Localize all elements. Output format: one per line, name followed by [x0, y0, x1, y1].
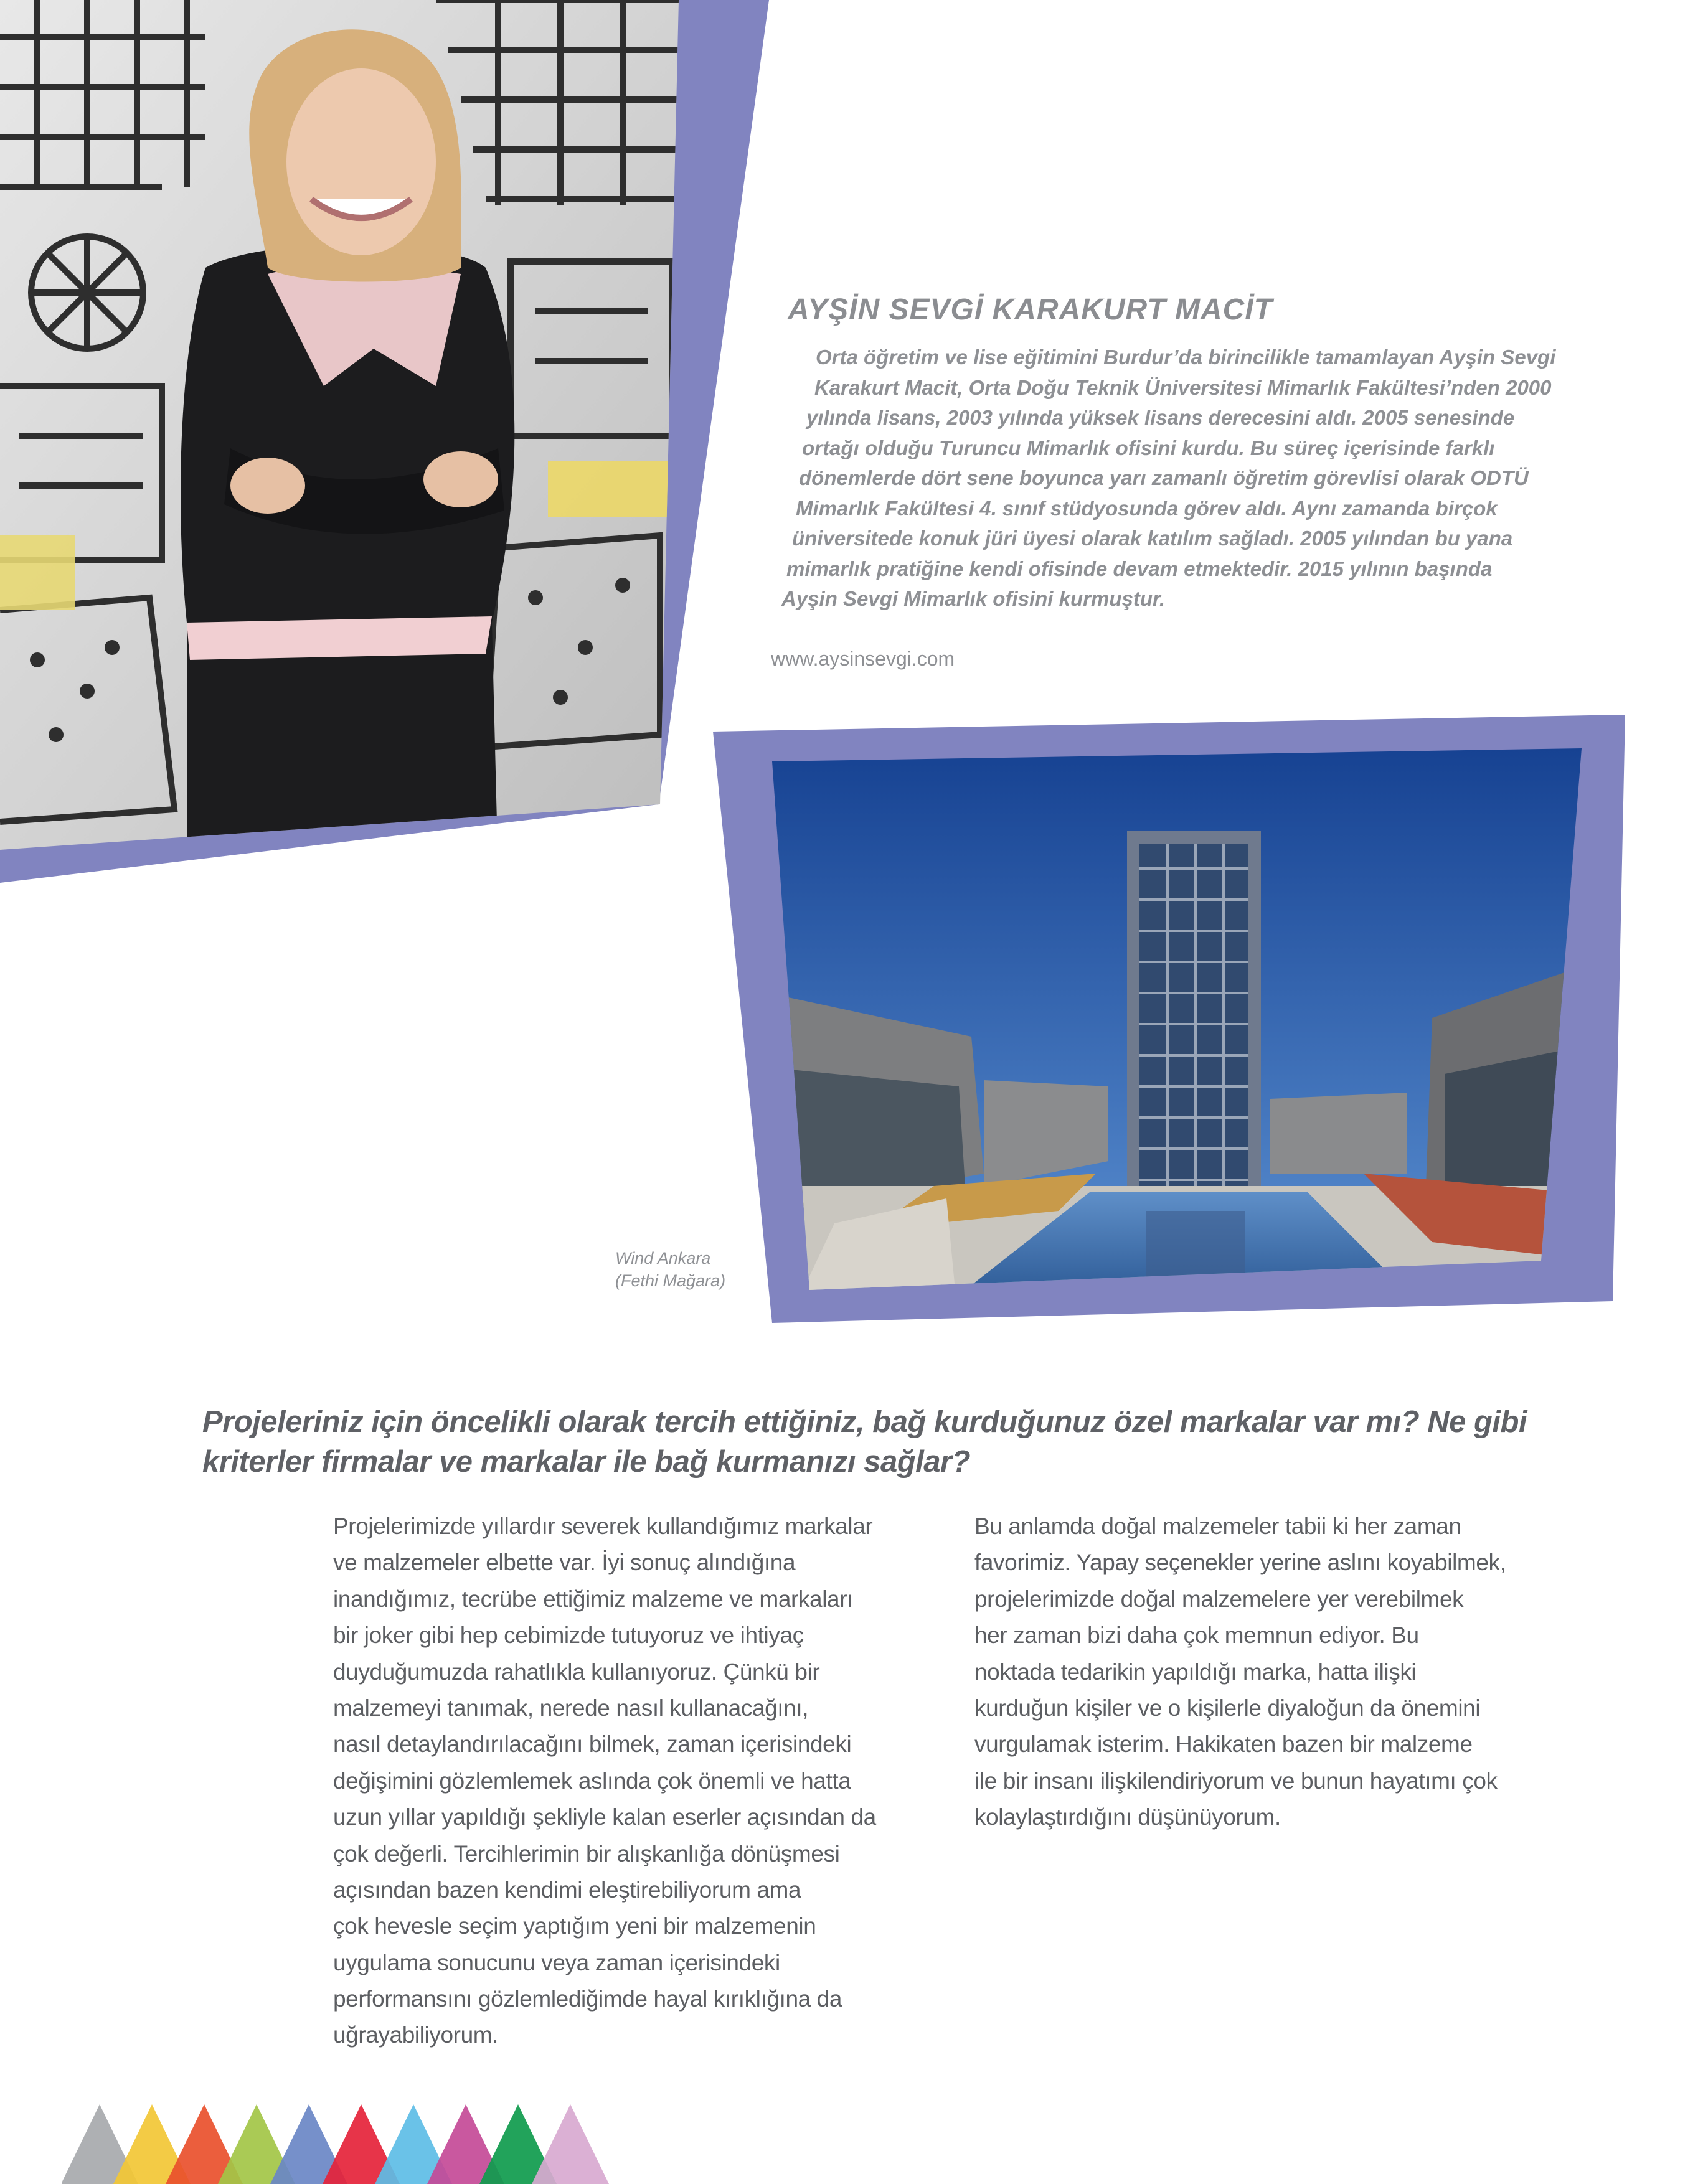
bio-line: Karakurt Macit, Orta Doğu Teknik Üniversitesi Mimarlık Fakültesi’nden 2000 [814, 375, 1552, 399]
question-line: kriterler firmalar ve markalar ile bağ kurmanızı sağlar? [202, 1445, 971, 1479]
answer-line: nasıl detaylandırılacağını bilmek, zaman içerisindeki [333, 1731, 852, 1758]
answer-line: ile bir insanı ilişkilendiriyorum ve bunun hayatımı çok [974, 1767, 1498, 1794]
answer-line: bir joker gibi hep cebimizde tutuyoruz ve ihtiyaç [333, 1622, 804, 1649]
answer-line: çok değerli. Tercihlerimin bir alışkanlığa dönüşmesi [333, 1840, 840, 1866]
website-link[interactable]: www.aysinsevgi.com [771, 647, 955, 670]
answer-line: inandığımız, tecrübe ettiğimiz malzeme ve markaları [333, 1586, 854, 1612]
answer-line: duyduğumuzda rahatlıkla kullanıyoruz. Çünkü bir [333, 1659, 820, 1685]
answer-column-left [333, 1509, 931, 2054]
answer-line: kurduğun kişiler ve o kişilerle diyaloğun da önemini [974, 1695, 1481, 1721]
bio-line: yılında lisans, 2003 yılında yüksek lisans derecesini aldı. 2005 senesinde [806, 406, 1515, 429]
bio-name: AYŞİN SEVGİ KARAKURT MACİT [788, 293, 1273, 326]
answer-line: çok hevesle seçim yaptığım yeni bir malzemenin [333, 1913, 816, 1939]
answer-line: vurgulamak isterim. Hakikaten bazen bir malzeme [974, 1731, 1473, 1758]
answer-line: açısından bazen kendimi eleştirebiliyorum ama [333, 1876, 801, 1903]
bio-line: üniversitede konuk jüri üyesi olarak katılım sağladı. 2005 yılından bu yana [792, 527, 1513, 550]
caption-credit: (Fethi Mağara) [615, 1271, 726, 1290]
answer-line: değişimini gözlemlemek aslında çok önemli ve hatta [333, 1767, 851, 1794]
answer-line: performansını gözlemlediğimde hayal kırıklığına da [333, 1986, 842, 2012]
question-line: Projeleriniz için öncelikli olarak tercih ettiğiniz, bağ kurduğunuz özel markalar var mı? Ne gibi [202, 1405, 1527, 1439]
bio-line: dönemlerde dört sene boyunca yarı zamanlı öğretim görevlisi olarak ODTÜ [799, 466, 1529, 489]
answer-line: kolaylaştırdığını düşünüyorum. [974, 1804, 1281, 1830]
answer-line: projelerimizde doğal malzemelere yer verebilmek [974, 1586, 1464, 1612]
interview-question [202, 1402, 1603, 1482]
caption-title: Wind Ankara [615, 1249, 711, 1268]
bio-text [778, 342, 1625, 614]
answer-line: Projelerimizde yıllardır severek kullandığımız markalar [333, 1513, 873, 1539]
answer-column-right [974, 1509, 1572, 1836]
triangle-shape [532, 2104, 609, 2184]
photo-caption [615, 1247, 725, 1292]
answer-line: ve malzemeler elbette var. İyi sonuç alındığına [333, 1550, 796, 1576]
building-photo [710, 713, 1631, 1329]
bio-line: mimarlık pratiğine kendi ofisinde devam etmektedir. 2015 yılının başında [786, 557, 1493, 580]
portrait-photo [0, 0, 785, 897]
bio-line: Mimarlık Fakültesi 4. sınıf stüdyosunda görev aldı. Aynı zamanda birçok [796, 496, 1498, 520]
answer-line: noktada tedarikin yapıldığı marka, hatta ilişki [974, 1659, 1417, 1685]
answer-line: uzun yıllar yapıldığı şekliyle kalan eserler açısından da [333, 1804, 876, 1830]
answer-line: uygulama sonucunu veya zaman içerisindeki [333, 1949, 780, 1975]
answer-line: Bu anlamda doğal malzemeler tabii ki her zaman [974, 1513, 1461, 1539]
decorative-triangles [62, 2104, 635, 2184]
answer-line: her zaman bizi daha çok memnun ediyor. Bu [974, 1622, 1419, 1649]
answer-line: malzemeyi tanımak, nerede nasıl kullanacağını, [333, 1695, 809, 1721]
answer-line: uğrayabiliyorum. [333, 2022, 499, 2048]
answer-line: favorimiz. Yapay seçenekler yerine aslını koyabilmek, [974, 1550, 1506, 1576]
bio-line: Ayşin Sevgi Mimarlık ofisini kurmuştur. [781, 587, 1166, 610]
bio-line: Orta öğretim ve lise eğitimini Burdur’da birincilikle tamamlayan Ayşin Sevgi [816, 346, 1556, 369]
bio-line: ortağı olduğu Turuncu Mimarlık ofisini kurdu. Bu süreç içerisinde farklı [802, 436, 1495, 459]
